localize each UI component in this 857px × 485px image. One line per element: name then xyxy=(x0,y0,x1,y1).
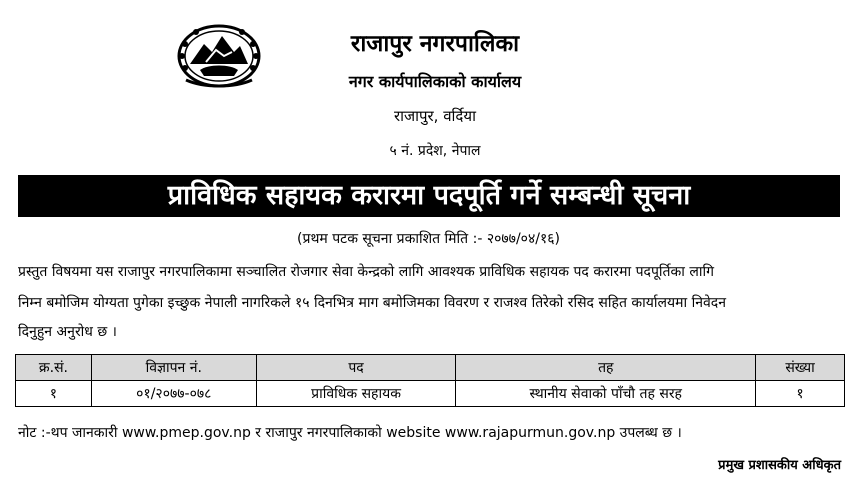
col-header-post: पद xyxy=(256,355,456,381)
vacancy-table xyxy=(15,354,845,407)
cell-serial: १ xyxy=(16,381,92,407)
body-line-2: निम्न बमोजिम योग्यता पुगेका इच्छुक नेपाली नागरिकले १५ दिनभित्र माग बमोजिमका विवरण र राजश्व तिरेको रसिद सहित कार्यालयमा निवेदन xyxy=(18,295,726,311)
cell-post: प्राविधिक सहायक xyxy=(256,381,456,407)
province: ५ नं. प्रदेश, नेपाल xyxy=(389,143,481,159)
notice-title: प्राविधिक सहायक करारमा पदपूर्ति गर्ने सम्बन्धी सूचना xyxy=(18,175,840,217)
office-name: नगर कार्यपालिकाको कार्यालय xyxy=(348,72,522,91)
col-header-level: तह xyxy=(456,355,756,381)
org-name: राजापुर नगरपालिका xyxy=(350,31,520,57)
footer-note: नोट :-थप जानकारी www.pmep.gov.np र राजापुर नगरपालिकाको website www.rajapurmun.gov.np उपलब्ध छ । xyxy=(18,425,682,441)
body-line-3: दिनुहुन अनुरोध छ । xyxy=(18,324,117,340)
publish-date: (प्रथम पटक सूचना प्रकाशित मिति :- २०७७/०४/१६) xyxy=(297,231,560,247)
signatory: प्रमुख प्रशासकीय अधिकृत xyxy=(718,458,841,473)
nepal-emblem-icon xyxy=(176,22,262,88)
cell-count: १ xyxy=(756,381,845,407)
col-header-count: संख्या xyxy=(756,355,845,381)
table-row xyxy=(16,381,845,407)
col-header-serial: क्र.सं. xyxy=(16,355,92,381)
address: राजापुर, वर्दिया xyxy=(393,107,476,125)
col-header-ad-number: विज्ञापन नं. xyxy=(91,355,256,381)
cell-level: स्थानीय सेवाको पाँचौ तह सरह xyxy=(456,381,756,407)
body-line-1: प्रस्तुत विषयमा यस राजापुर नगरपालिकामा सञ्चालित रोजगार सेवा केन्द्रको लागि आवश्यक प्राविधिक सहायक पद करारमा पदपूर्तिका लागि xyxy=(18,264,714,280)
table-header-row xyxy=(16,355,845,381)
cell-ad-number: ०१/२०७७-०७८ xyxy=(91,381,256,407)
